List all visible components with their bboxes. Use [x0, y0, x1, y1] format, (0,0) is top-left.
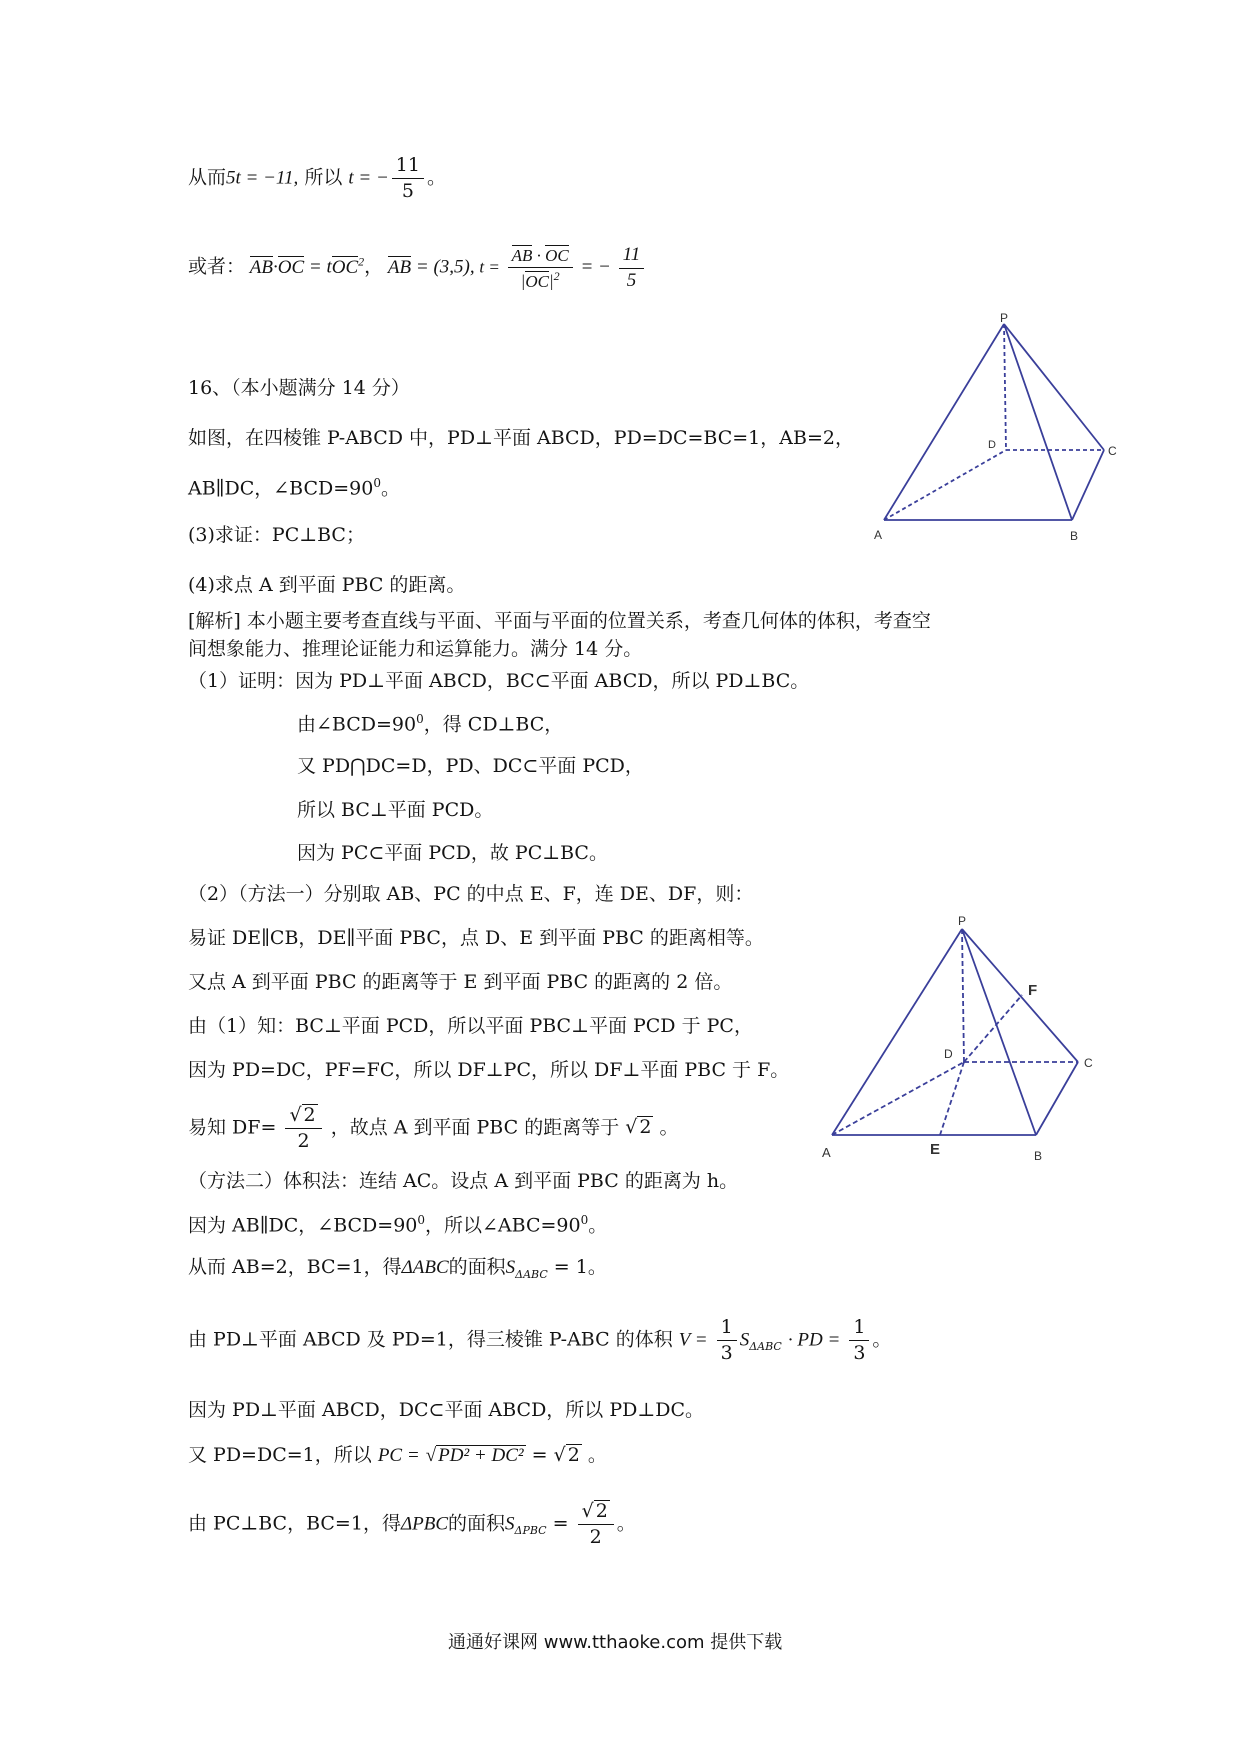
- fraction-numerator-b: 11: [619, 244, 645, 269]
- degree-sup-2: 0: [416, 712, 424, 726]
- label-p-2: P: [958, 914, 967, 928]
- superscript-2: 2: [358, 254, 365, 269]
- page-footer: 通通好课网 www.tthaoke.com 提供下载: [448, 1632, 783, 1653]
- fraction-sqrt2-num: [285, 1104, 321, 1129]
- proof-line-1: （1）证明：因为 PD⊥平面 ABCD，BC⊂平面 ABCD，所以 PD⊥BC。: [188, 670, 810, 692]
- vector-oc: OC: [277, 256, 305, 278]
- eq-t: = t: [308, 256, 332, 278]
- text-prefix: 从而: [188, 166, 227, 189]
- proof-line-5: 因为 PC⊂平面 PCD，故 PC⊥BC。: [297, 842, 608, 864]
- m2-6-text: 又 PD=DC=1，所以: [188, 1444, 372, 1466]
- m2-3-mid: 的面积: [448, 1256, 506, 1278]
- vector-oc-3: OC: [545, 245, 569, 265]
- pyramid-figure-2: [822, 905, 1112, 1175]
- degree-sup: 0: [373, 476, 381, 490]
- eq-sign-2: =: [552, 1512, 569, 1535]
- method2-line-6: [188, 1444, 607, 1468]
- stem2-end: 。: [380, 477, 400, 500]
- fraction-sqrt2b-num: [578, 1500, 614, 1525]
- fraction-denominator: 5: [401, 179, 414, 202]
- question-part-1: (3)求证：PC⊥BC；: [188, 524, 365, 546]
- triangle-pbc: ΔPBC: [400, 1513, 448, 1535]
- abs-right: |: [548, 271, 554, 291]
- fraction-sqrt2-2b: [578, 1500, 614, 1549]
- sqrt-symbol-2: √ 2: [581, 1500, 608, 1522]
- dot-pd: · PD =: [787, 1329, 841, 1351]
- sqrt-radicand: 2: [303, 1104, 316, 1126]
- label-b-2: B: [1034, 1149, 1043, 1163]
- frac-den-2: 3: [853, 1341, 866, 1364]
- method2-line-1: （方法二）体积法：连结 AC。设点 A 到平面 PBC 的距离为 h。: [188, 1170, 739, 1192]
- analysis-line-2: 间想象能力、推理论证能力和运算能力。满分 14 分。: [188, 638, 643, 660]
- area-s-2: S: [739, 1329, 750, 1351]
- label-d-2: D: [944, 1047, 953, 1061]
- label-b: B: [1070, 529, 1079, 543]
- text-mid: 所以: [298, 166, 349, 189]
- fraction-sqrt2b-den: 2: [589, 1525, 602, 1548]
- equation-line-1: [188, 154, 446, 203]
- question-stem-2: [188, 476, 400, 500]
- proof-line-4: 所以 BC⊥平面 PCD。: [297, 799, 494, 821]
- text-end: 。: [426, 166, 446, 189]
- sqrt-sum-radicand: PD² + DC²: [438, 1445, 524, 1466]
- frac-num-2: 1: [849, 1316, 869, 1341]
- fraction-denominator-b: 5: [626, 269, 637, 291]
- degree-sup-3: 0: [417, 1213, 426, 1227]
- analysis-line-1: [解析] 本小题主要考查直线与平面、平面与平面的位置关系，考查几何体的体积，考查空: [188, 610, 931, 632]
- fraction-t: [508, 245, 573, 292]
- eq-sign: =: [531, 1444, 548, 1466]
- stem2-text: AB∥DC，∠BCD=90: [188, 477, 374, 500]
- m1-6-text: 易知 DF=: [188, 1116, 277, 1139]
- m2-4-end: 。: [872, 1328, 892, 1351]
- area-s-3: S: [505, 1513, 515, 1535]
- pc-eq: PC =: [377, 1445, 420, 1466]
- m1-6-end: 。: [659, 1116, 679, 1139]
- fraction-sqrt2-2: [285, 1104, 321, 1153]
- area-value: = 1: [547, 1256, 588, 1278]
- m2-2-end: 。: [588, 1214, 608, 1237]
- proof-line-3: 又 PD⋂DC=D，PD、DC⊂平面 PCD，: [297, 755, 644, 777]
- method2-line-4: [188, 1316, 891, 1365]
- method1-line-6: [188, 1104, 679, 1153]
- m2-6-end: 。: [587, 1444, 607, 1466]
- fraction-1-3b: [849, 1316, 869, 1365]
- fraction-t-numerator: [508, 245, 573, 268]
- fraction-numerator: 11: [392, 154, 424, 179]
- sqrt-2b: √ 2: [553, 1444, 580, 1466]
- method1-line-3: 又点 A 到平面 PBC 的距离等于 E 到平面 PBC 的距离的 2 倍。: [188, 971, 733, 993]
- question-title: 16、（本小题满分 14 分）: [188, 377, 410, 399]
- m2-4-text: 由 PD⊥平面 ABCD 及 PD=1，得三棱锥 P-ABC 的体积: [188, 1328, 673, 1351]
- ab-value: = (3,5),: [411, 256, 475, 278]
- comma: ，: [364, 256, 384, 278]
- volume-v: V =: [678, 1329, 708, 1351]
- text-label: 或者：: [188, 256, 246, 278]
- abs-left: |: [520, 271, 526, 291]
- area-sub: ΔABC: [515, 1267, 548, 1281]
- vector-oc-4: OC: [525, 271, 549, 291]
- label-a: A: [874, 528, 883, 542]
- method1-line-1: （2）（方法一）分别取 AB、PC 的中点 E、F，连 DE、DF，则：: [188, 883, 754, 905]
- sqrt-2b-radicand: 2: [567, 1444, 580, 1466]
- fraction-11-5b: [619, 244, 645, 293]
- method1-line-4: 由（1）知：BC⊥平面 PCD，所以平面 PBC⊥平面 PCD 于 PC，: [188, 1015, 753, 1037]
- vector-oc-2: OC: [331, 256, 359, 278]
- pyramid-figure-1: [870, 310, 1120, 550]
- label-p: P: [1000, 311, 1009, 325]
- frac-den-1: 3: [720, 1341, 733, 1364]
- fraction-t-denominator: [508, 268, 573, 292]
- fraction-1-3a: [717, 1316, 737, 1365]
- degree-sup-4: 0: [580, 1213, 589, 1227]
- area-sub-2: ΔABC: [749, 1340, 782, 1354]
- method2-line-3: [188, 1256, 607, 1281]
- method1-line-5: 因为 PD=DC，PF=FC，所以 DF⊥PC，所以 DF⊥平面 PBC 于 F。: [188, 1059, 790, 1081]
- eq-minus: = −: [580, 256, 611, 278]
- equation-t: t = −: [348, 167, 389, 189]
- area-s: S: [505, 1257, 516, 1278]
- method2-line-5: 因为 PD⊥平面 ABCD，DC⊂平面 ABCD，所以 PD⊥DC。: [188, 1399, 705, 1421]
- m2-2-text: 因为 AB∥DC，∠BCD=90: [188, 1214, 418, 1237]
- sqrt-symbol: √ 2: [289, 1104, 316, 1126]
- method2-line-7: [188, 1500, 636, 1549]
- label-e: E: [930, 1141, 941, 1158]
- m2-7-text: 由 PC⊥BC，BC=1，得: [188, 1512, 401, 1535]
- proof2-text: 由∠BCD=90: [297, 713, 417, 736]
- triangle-abc: ΔABC: [401, 1257, 449, 1278]
- m2-3-text: 从而 AB=2，BC=1，得: [188, 1256, 402, 1278]
- label-a-2: A: [822, 1145, 831, 1160]
- method1-line-2: 易证 DE∥CB，DE∥平面 PBC，点 D、E 到平面 PBC 的距离相等。: [188, 927, 764, 949]
- dot-op-2: ·: [536, 245, 541, 265]
- frac-num-1: 1: [717, 1316, 737, 1341]
- fraction-11-5: [392, 154, 424, 203]
- question-stem-1: 如图，在四棱锥 P-ABCD 中，PD⊥平面 ABCD，PD=DC=BC=1，AB=2，: [188, 427, 854, 449]
- vector-ab-2: AB: [387, 256, 412, 278]
- dot-op: ·: [272, 256, 278, 278]
- sqrt-radicand-2: 2: [595, 1500, 608, 1522]
- m2-7-mid: 的面积: [448, 1512, 506, 1535]
- proof-line-2: [297, 712, 563, 736]
- m1-6-mid: ，故点 A 到平面 PBC 的距离等于: [330, 1116, 620, 1139]
- vector-ab-3: AB: [511, 245, 533, 265]
- superscript-2b: 2: [553, 268, 560, 283]
- vector-ab: AB: [249, 256, 273, 278]
- label-d: D: [988, 439, 996, 451]
- method2-line-2: [188, 1213, 607, 1237]
- sqrt-sum: √ PD² + DC²: [425, 1445, 524, 1466]
- m2-3-end: 。: [587, 1256, 607, 1278]
- proof2-end: ，得 CD⊥BC，: [423, 713, 564, 736]
- fraction-sqrt2-den: 2: [297, 1129, 310, 1152]
- area-sub-3: ΔPBC: [514, 1524, 547, 1538]
- question-part-2: (4)求点 A 到平面 PBC 的距离。: [188, 574, 466, 596]
- m2-2-mid: ，所以∠ABC=90: [425, 1214, 581, 1237]
- label-c: C: [1108, 444, 1117, 458]
- equation-line-2: [188, 244, 647, 293]
- m2-7-end: 。: [616, 1512, 636, 1535]
- sqrt-2: √ 2: [625, 1116, 652, 1139]
- equation-5t: 5t = −11,: [226, 167, 299, 189]
- label-c-2: C: [1084, 1056, 1093, 1070]
- label-f: F: [1028, 982, 1038, 999]
- sqrt-2-radicand: 2: [639, 1116, 652, 1139]
- t-label: t =: [479, 257, 500, 277]
